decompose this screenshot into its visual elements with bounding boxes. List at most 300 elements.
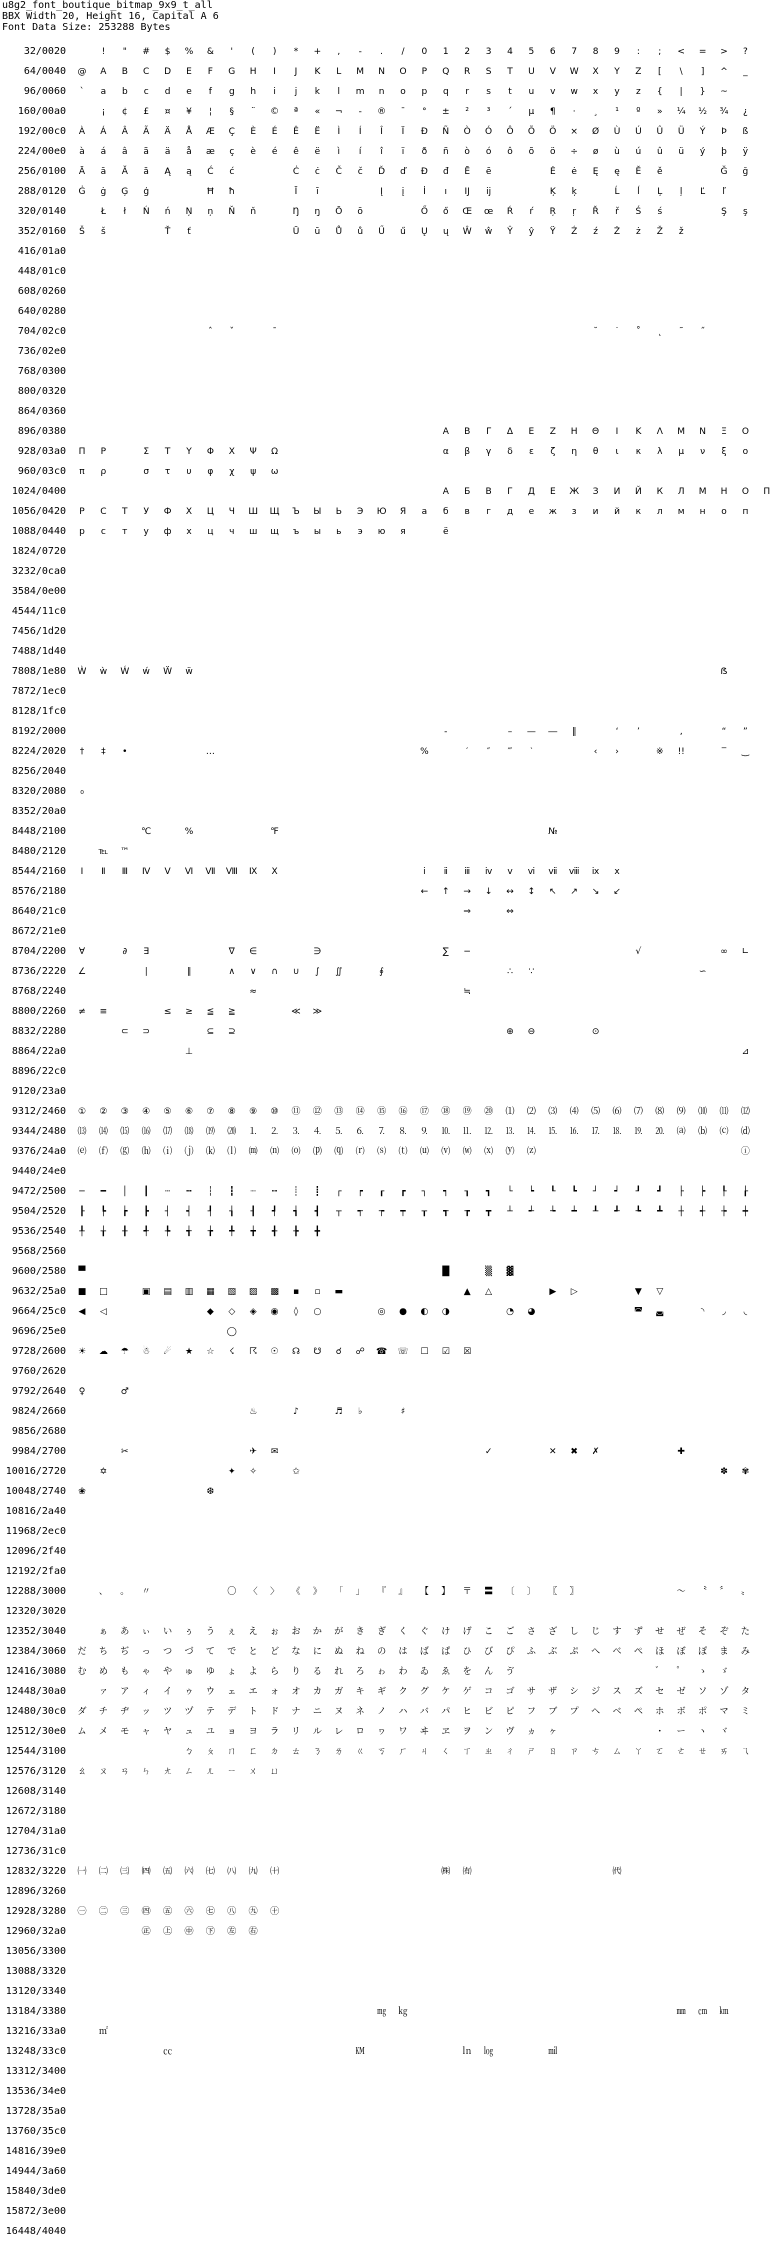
glyph-cell: ぼ	[676, 1647, 686, 1657]
glyph-cell: ⒝	[698, 1127, 708, 1137]
glyph-cell: テ	[205, 1707, 215, 1717]
glyph-cell: セ	[655, 1687, 665, 1697]
glyph-cell: ぽ	[698, 1647, 708, 1657]
glyph-cell: ぇ	[227, 1627, 237, 1637]
glyph-cell: ぉ	[270, 1627, 280, 1637]
glyph-cell: ď	[400, 167, 406, 177]
font-name: u8g2_font_boutique_bitmap_9x9_t_all	[2, 0, 213, 11]
glyph-row	[0, 42, 748, 62]
glyph-cell: ㊥	[184, 1927, 194, 1937]
glyph-cell: §	[229, 107, 235, 117]
codepoint-label: 9856/2680	[11, 1426, 66, 1437]
glyph-cell: フ	[526, 1707, 536, 1717]
glyph-cell: ρ	[100, 467, 107, 477]
codepoint-label: 13184/3380	[5, 2006, 66, 2017]
codepoint-label: 12576/3120	[5, 1766, 66, 1777]
glyph-cell: ⑾	[719, 1107, 729, 1117]
glyph-cell: ┦	[207, 1207, 214, 1217]
glyph-cell: Ⅷ	[225, 867, 238, 877]
glyph-cell: μ	[678, 447, 685, 457]
glyph-cell: ハ	[398, 1707, 408, 1717]
codepoint-label: 864/0360	[17, 406, 66, 417]
glyph-cell: ι	[615, 447, 619, 457]
glyph-cell: 6	[549, 47, 556, 57]
glyph-cell: ы	[313, 527, 321, 537]
glyph-cell: ㈹	[612, 1867, 622, 1877]
glyph-row	[0, 762, 738, 782]
glyph-cell: ź	[593, 227, 598, 237]
glyph-cell: ⑨	[249, 1107, 258, 1117]
glyph-cell: $	[164, 47, 171, 57]
glyph-cell: ∵	[528, 967, 535, 977]
glyph-cell: ン	[484, 1727, 494, 1737]
glyph-cell: く	[398, 1627, 408, 1637]
glyph-cell: ⒑	[441, 1127, 451, 1137]
glyph-cell: ㄞ	[719, 1747, 729, 1757]
codepoint-label: 9376/24a0	[11, 1146, 66, 1157]
glyph-cell: け	[441, 1627, 451, 1637]
glyph-cell: ┆	[207, 1187, 214, 1197]
glyph-cell: ●	[399, 1307, 407, 1317]
glyph-row	[0, 622, 738, 642]
glyph-cell: Ш	[248, 507, 258, 517]
glyph-cell: ⑫	[312, 1107, 322, 1117]
glyph-cell: ˇ	[229, 327, 235, 337]
glyph-cell: Ű	[378, 227, 385, 237]
glyph-row	[0, 1542, 738, 1562]
glyph-cell: y	[614, 87, 620, 97]
glyph-cell: @	[77, 67, 87, 77]
glyph-cell: ☍	[355, 1347, 365, 1357]
glyph-cell: └	[507, 1187, 513, 1197]
glyph-cell: ぷ	[569, 1647, 579, 1657]
glyph-cell: ⊖	[527, 1027, 536, 1037]
glyph-cell: Ç	[228, 127, 235, 137]
codepoint-label: 7456/1d20	[11, 626, 66, 637]
glyph-cell: 》	[312, 1587, 322, 1597]
glyph-row	[0, 882, 738, 902]
glyph-cell: ※	[656, 747, 664, 757]
glyph-cell: ┺	[635, 1207, 642, 1217]
glyph-cell: ゑ	[441, 1667, 451, 1677]
glyph-cell: ï	[401, 147, 405, 157]
glyph-row	[0, 1222, 738, 1242]
glyph-cell: №	[548, 827, 558, 837]
glyph-cell: ケ	[441, 1687, 451, 1697]
glyph-row	[0, 1262, 738, 1282]
glyph-cell: ホ	[655, 1707, 665, 1717]
glyph-cell: я	[400, 527, 406, 537]
codepoint-label: 12704/31a0	[5, 1826, 66, 1837]
codepoint-label: 12512/30e0	[5, 1726, 66, 1737]
glyph-cell: ´	[507, 107, 513, 117]
glyph-cell: ⒱	[441, 1147, 451, 1157]
glyph-cell: プ	[569, 1707, 579, 1717]
glyph-cell: ㄠ	[77, 1767, 87, 1777]
glyph-cell: С	[100, 507, 107, 517]
glyph-cell: ⒛	[655, 1127, 665, 1137]
glyph-cell: ⒂	[120, 1127, 130, 1137]
glyph-cell: Я	[399, 507, 407, 517]
glyph-cell: ┋	[314, 1187, 321, 1197]
glyph-cell: ¶	[549, 107, 556, 117]
glyph-cell: 」	[355, 1587, 365, 1597]
glyph-cell: j	[294, 87, 298, 97]
glyph-cell: か	[312, 1627, 322, 1637]
glyph-cell: ∂	[122, 947, 128, 957]
glyph-cell: õ	[528, 147, 535, 157]
codepoint-label: 704/02c0	[17, 326, 66, 337]
glyph-cell: Φ	[206, 447, 214, 457]
glyph-cell: ①	[77, 1107, 87, 1117]
glyph-cell: ⇔	[506, 907, 514, 917]
glyph-cell: ァ	[98, 1687, 108, 1697]
glyph-cell: ま	[719, 1647, 729, 1657]
glyph-cell: Ε	[528, 427, 535, 437]
glyph-cell: ダ	[77, 1707, 87, 1717]
glyph-cell: ?	[743, 47, 748, 57]
glyph-cell: サ	[526, 1687, 536, 1697]
glyph-cell: 〞	[719, 1587, 729, 1597]
codepoint-label: 1056/0420	[11, 506, 66, 517]
codepoint-label: 736/02e0	[17, 346, 66, 357]
glyph-cell: И	[613, 487, 621, 497]
codepoint-label: 64/0040	[23, 66, 66, 77]
glyph-cell: ⒈	[248, 1127, 258, 1137]
glyph-cell: q	[442, 87, 449, 97]
glyph-cell: Ⅴ	[164, 867, 171, 877]
glyph-cell: ㈦	[205, 1867, 215, 1877]
glyph-cell: Ξ	[721, 427, 727, 437]
glyph-cell: ▣	[141, 1287, 151, 1297]
glyph-cell: タ	[740, 1687, 750, 1697]
glyph-cell: ㊤	[163, 1927, 173, 1937]
glyph-row	[0, 1182, 749, 1202]
glyph-cell: ✧	[249, 1467, 257, 1477]
glyph-cell: え	[248, 1627, 258, 1637]
glyph-cell: й	[614, 507, 620, 517]
glyph-row	[0, 702, 738, 722]
glyph-cell: ギ	[377, 1687, 387, 1697]
glyph-cell: Ŷ	[507, 227, 513, 237]
glyph-cell: ◛	[655, 1307, 665, 1317]
glyph-cell: づ	[184, 1647, 194, 1657]
glyph-cell: ť	[187, 227, 191, 237]
glyph-cell: ╉	[271, 1227, 278, 1237]
glyph-cell: ㊀	[77, 1907, 87, 1917]
glyph-cell: √	[635, 947, 642, 957]
glyph-cell: °	[422, 107, 427, 117]
codepoint-label: 96/0060	[23, 86, 66, 97]
glyph-row	[0, 1442, 738, 1462]
glyph-cell: ↗	[570, 887, 578, 897]
glyph-cell: φ	[207, 467, 214, 477]
codepoint-label: 9504/2520	[11, 1206, 66, 1217]
glyph-cell: ビ	[484, 1707, 494, 1717]
glyph-cell: ½	[698, 107, 707, 117]
glyph-cell: ″	[486, 747, 491, 757]
glyph-cell: Ĳ	[464, 187, 470, 197]
glyph-cell: у	[143, 527, 149, 537]
glyph-cell: ⊥	[185, 1047, 193, 1057]
glyph-cell: ㄕ	[526, 1747, 536, 1757]
codepoint-label: 9312/2460	[11, 1106, 66, 1117]
glyph-cell: œ	[483, 207, 494, 217]
glyph-cell: ┘	[592, 1187, 599, 1197]
codepoint-label: 12608/3140	[5, 1786, 66, 1797]
glyph-cell: へ	[591, 1647, 601, 1657]
glyph-cell: ✉	[270, 1447, 279, 1457]
glyph-cell: ╃	[143, 1227, 149, 1237]
glyph-cell: ⒕	[526, 1127, 536, 1137]
glyph-cell: ㈲	[462, 1867, 472, 1877]
glyph-row	[0, 862, 738, 882]
glyph-cell: ≫	[312, 1007, 323, 1017]
glyph-cell: ぺ	[633, 1647, 643, 1657]
glyph-cell: ひ	[462, 1647, 472, 1657]
glyph-cell: ㄛ	[655, 1747, 665, 1757]
glyph-cell: ♨	[249, 1407, 258, 1417]
glyph-cell: ョ	[227, 1727, 237, 1737]
glyph-cell: ベ	[612, 1707, 622, 1717]
glyph-cell: げ	[462, 1627, 472, 1637]
glyph-cell: ˜	[678, 327, 684, 337]
glyph-cell: ∈	[249, 947, 258, 957]
glyph-cell: (	[251, 47, 255, 57]
glyph-cell: α	[442, 447, 449, 457]
glyph-cell: ュ	[184, 1727, 194, 1737]
glyph-cell: ç	[229, 147, 235, 157]
glyph-cell: \	[679, 67, 683, 77]
codepoint-label: 9440/24e0	[11, 1166, 66, 1177]
glyph-cell: ⒯	[398, 1147, 408, 1157]
glyph-cell: ⑵	[526, 1107, 536, 1117]
glyph-cell: Μ	[677, 427, 686, 437]
glyph-cell: Ñ	[442, 127, 450, 137]
codepoint-label: 8352/20a0	[11, 806, 66, 817]
glyph-cell: Ы	[313, 507, 322, 517]
glyph-cell: c	[143, 87, 149, 97]
glyph-cell: ヱ	[441, 1727, 451, 1737]
glyph-cell: ろ	[355, 1667, 365, 1677]
glyph-cell: ㄚ	[633, 1747, 643, 1757]
glyph-cell: ♯	[400, 1407, 406, 1417]
glyph-cell: ㄢ	[120, 1767, 130, 1777]
glyph-cell: △	[485, 1287, 493, 1297]
glyph-cell: ⑹	[612, 1107, 622, 1117]
codepoint-label: 8640/21c0	[11, 906, 66, 917]
glyph-cell: Σ	[143, 447, 150, 457]
glyph-table	[0, 42, 771, 2242]
glyph-cell: E	[186, 67, 192, 77]
glyph-cell: ┭	[357, 1207, 363, 1217]
glyph-cell: ò	[464, 147, 470, 157]
glyph-cell: 〟	[740, 1587, 750, 1597]
glyph-cell: ヤ	[163, 1727, 173, 1737]
glyph-cell: Е	[549, 487, 556, 497]
glyph-row	[0, 342, 738, 362]
glyph-cell: 〒	[462, 1587, 472, 1597]
glyph-cell: ト	[248, 1707, 258, 1717]
glyph-cell: ┚	[635, 1187, 642, 1197]
glyph-cell: ‾	[721, 747, 727, 757]
glyph-cell: ペ	[633, 1707, 643, 1717]
glyph-row	[0, 1782, 738, 1802]
glyph-cell: {	[656, 87, 663, 97]
glyph-cell: ˝	[700, 327, 705, 337]
glyph-cell: ┧	[229, 1207, 235, 1217]
glyph-cell: ⊇	[228, 1027, 236, 1037]
glyph-cell: ¤	[164, 107, 171, 117]
glyph-cell: ¨	[250, 107, 256, 117]
glyph-cell: þ	[721, 147, 727, 157]
glyph-cell: ㈡	[98, 1867, 108, 1877]
glyph-row	[0, 1422, 738, 1442]
glyph-cell: ⑸	[591, 1107, 601, 1117]
glyph-cell: ┟	[742, 1187, 749, 1197]
codepoint-label: 13056/3300	[5, 1946, 66, 1957]
glyph-cell: う	[205, 1627, 215, 1637]
glyph-cell: ↘	[591, 887, 600, 897]
glyph-cell: γ	[485, 447, 492, 457]
glyph-cell: ⒫	[312, 1147, 322, 1157]
glyph-cell: ㏕	[548, 2047, 558, 2057]
glyph-cell: ⒎	[377, 1127, 387, 1137]
glyph-cell: ✂	[121, 1447, 129, 1457]
glyph-cell: ⒳	[484, 1147, 494, 1157]
glyph-cell: ▥	[184, 1287, 194, 1297]
glyph-cell: ∠	[77, 967, 87, 977]
glyph-cell: ⒆	[205, 1127, 215, 1137]
glyph-cell: ⒴	[505, 1147, 515, 1157]
glyph-cell: ㄩ	[270, 1767, 280, 1777]
glyph-cell: り	[291, 1667, 301, 1677]
glyph-cell: も	[120, 1667, 130, 1677]
glyph-cell: ゾ	[719, 1687, 729, 1697]
glyph-cell: さ	[526, 1627, 536, 1637]
glyph-cell: ゞ	[719, 1667, 729, 1677]
glyph-cell: ļ	[679, 187, 683, 197]
glyph-cell: Ê	[293, 127, 299, 137]
glyph-row	[0, 2022, 738, 2042]
glyph-cell: ✡	[99, 1467, 108, 1477]
glyph-cell: ‴	[507, 747, 513, 757]
glyph-cell: Ü	[677, 127, 685, 137]
glyph-cell: Ć	[207, 167, 214, 177]
codepoint-label: 13760/35c0	[5, 2126, 66, 2137]
glyph-row	[0, 1742, 750, 1762]
glyph-cell: W	[569, 67, 579, 77]
glyph-cell: ≈	[249, 987, 257, 997]
glyph-cell: ł	[123, 207, 127, 217]
glyph-cell: ヾ	[719, 1727, 729, 1737]
glyph-cell: ↑	[442, 887, 450, 897]
glyph-cell: Q	[442, 67, 450, 77]
glyph-cell: Í	[358, 127, 362, 137]
glyph-cell: ▓	[506, 1267, 514, 1277]
glyph-cell: i	[273, 87, 276, 97]
glyph-cell: ‵	[530, 747, 533, 757]
glyph-cell: p	[421, 87, 428, 97]
glyph-cell: ⅶ	[548, 867, 558, 877]
glyph-cell: ぱ	[441, 1647, 451, 1657]
glyph-cell: ㊉	[270, 1907, 280, 1917]
glyph-cell: Ï	[401, 127, 405, 137]
glyph-cell: ね	[355, 1647, 365, 1657]
glyph-cell: ‖	[571, 727, 577, 737]
glyph-cell: ヰ	[419, 1727, 429, 1737]
glyph-cell: ✾	[741, 1467, 750, 1477]
glyph-cell: ⑭	[355, 1107, 365, 1117]
codepoint-label: 8736/2220	[11, 966, 66, 977]
glyph-cell: _	[743, 67, 748, 77]
glyph-cell: ≦	[206, 1007, 215, 1017]
codepoint-label: 8832/2280	[11, 1026, 66, 1037]
glyph-cell: ð	[421, 147, 428, 157]
glyph-cell: ャ	[141, 1727, 151, 1737]
glyph-cell: ч	[229, 527, 235, 537]
glyph-cell: ㄖ	[548, 1747, 558, 1757]
glyph-cell: <	[677, 47, 685, 57]
glyph-cell: г	[486, 507, 491, 517]
glyph-cell: •	[122, 747, 128, 757]
glyph-cell: :	[636, 47, 640, 57]
glyph-row	[0, 562, 738, 582]
glyph-cell: %	[420, 747, 429, 757]
glyph-row	[0, 1702, 750, 1722]
glyph-cell: ¼	[676, 107, 686, 117]
codepoint-label: 9120/23a0	[11, 1086, 66, 1097]
glyph-cell: ∇	[228, 947, 235, 957]
glyph-cell: Æ	[206, 127, 215, 137]
glyph-cell: ┰	[421, 1207, 428, 1217]
glyph-cell: ø	[592, 147, 599, 157]
glyph-cell: ☄	[163, 1347, 172, 1357]
codepoint-label: 8192/2000	[11, 726, 66, 737]
glyph-cell: ⒨	[248, 1147, 258, 1157]
glyph-cell: ì	[337, 147, 341, 157]
glyph-cell: ㄡ	[98, 1767, 108, 1777]
glyph-cell: P	[421, 67, 428, 77]
glyph-cell: ⒁	[98, 1127, 108, 1137]
glyph-cell: ⒟	[740, 1127, 750, 1137]
glyph-cell: 7	[571, 47, 578, 57]
codepoint-label: 8480/2120	[11, 846, 66, 857]
glyph-cell: ガ	[334, 1687, 344, 1697]
glyph-cell: ㄊ	[291, 1747, 301, 1757]
glyph-cell: ≒	[463, 987, 471, 997]
glyph-cell: Ë	[314, 127, 321, 137]
glyph-cell: ㎎	[377, 2007, 387, 2017]
glyph-cell: ⒡	[98, 1147, 108, 1157]
glyph-row	[0, 1502, 738, 1522]
glyph-cell: Đ	[420, 167, 428, 177]
glyph-cell: ぅ	[184, 1627, 194, 1637]
glyph-row	[0, 202, 748, 222]
glyph-cell: ネ	[355, 1707, 365, 1717]
glyph-cell: ⒦	[205, 1147, 215, 1157]
glyph-row	[0, 422, 749, 442]
glyph-cell: ユ	[205, 1727, 215, 1737]
glyph-cell: Щ	[269, 507, 280, 517]
glyph-cell: ▤	[163, 1287, 172, 1297]
glyph-cell: N	[378, 67, 385, 77]
glyph-row	[0, 162, 749, 182]
codepoint-label: 10016/2720	[5, 1466, 66, 1477]
glyph-cell: ㄎ	[377, 1747, 387, 1757]
glyph-cell: レ	[334, 1727, 344, 1737]
glyph-cell: ミ	[740, 1707, 750, 1717]
